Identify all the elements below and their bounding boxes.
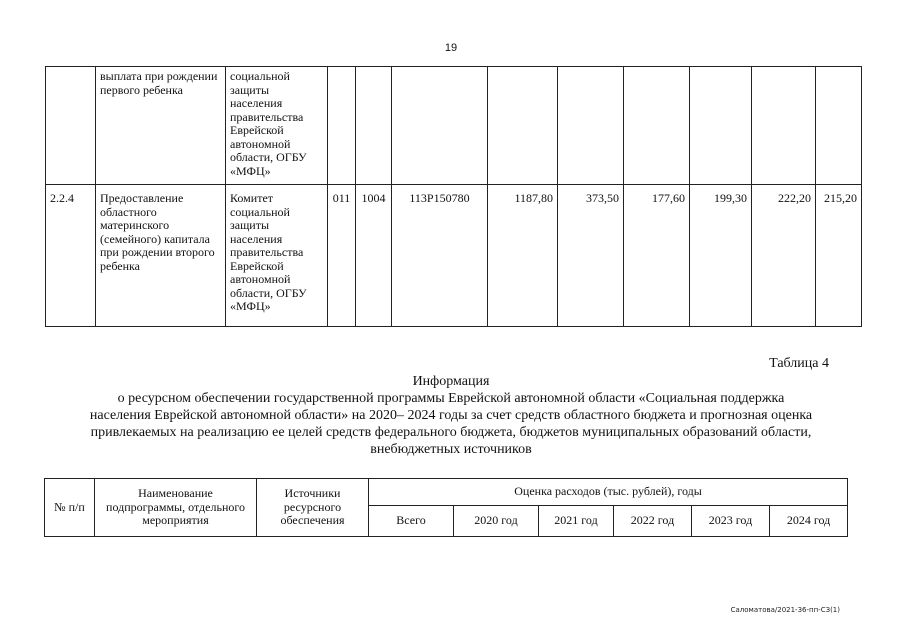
event-code: 2.2.4 [46,185,96,327]
caption-line: населения Еврейской автономной области» на 2020– 2024 годы за счет средств областного бюджета и прогнозная оценка [89,408,813,423]
total-cell [488,67,558,185]
table-label: Таблица 4 [769,356,829,371]
grbs-cell: 011 [328,185,356,327]
caption-line: внебюджетных источников [370,442,532,457]
y2020-cell [558,67,624,185]
col-num-header: № п/п [45,479,95,537]
resource-table-header [44,478,848,537]
table-row [46,185,862,327]
caption-line: о ресурсном обеспечении государственной программы Еврейской автономной области «Социальная поддержка [117,391,785,406]
page-number: 19 [444,42,458,54]
col-estimate-header: Оценка расходов (тыс. рублей), годы [369,479,848,506]
table-caption [30,373,872,458]
y2024-cell [816,67,862,185]
y2021-cell [624,67,690,185]
y2021-cell: 177,60 [624,185,690,327]
col-year-header: 2020 год [454,506,539,537]
y2022-cell [690,67,752,185]
footer-code: Саломатова/2021-36-пп-СЗ(1) [730,606,840,614]
col-sources-header: Источники ресурсного обеспечения [257,479,369,537]
y2020-cell: 373,50 [558,185,624,327]
total-cell: 1187,80 [488,185,558,327]
event-executor: социальной защиты населения правительства Еврейской автономной области, ОГБУ «МФЦ» [226,67,328,185]
grbs-cell [328,67,356,185]
y2023-cell [752,67,816,185]
y2022-cell: 199,30 [690,185,752,327]
col-year-header: 2021 год [539,506,614,537]
col-year-header: 2024 год [770,506,848,537]
event-executor: Комитет социальной защиты населения правительства Еврейской автономной области, ОГБУ «МФЦ» [226,185,328,327]
col-year-header: 2023 год [692,506,770,537]
table-row [46,67,862,185]
y2023-cell: 222,20 [752,185,816,327]
rzpr-cell: 1004 [356,185,392,327]
y2024-cell: 215,20 [816,185,862,327]
csr-cell [392,67,488,185]
rzpr-cell [356,67,392,185]
event-name: Предоставление областного материнского (семейного) капитала при рождении второго ребенка [96,185,226,327]
event-name: выплата при рождении первого ребенка [96,67,226,185]
caption-line: привлекаемых на реализацию ее целей средств федерального бюджета, бюджетов муниципальных образований области, [90,425,812,440]
program-events-table [45,66,862,327]
col-total-header: Всего [369,506,454,537]
col-year-header: 2022 год [614,506,692,537]
col-name-header: Наименование подпрограммы, отдельного мероприятия [95,479,257,537]
csr-cell: 113Р150780 [392,185,488,327]
caption-title: Информация [412,374,490,389]
event-code [46,67,96,185]
